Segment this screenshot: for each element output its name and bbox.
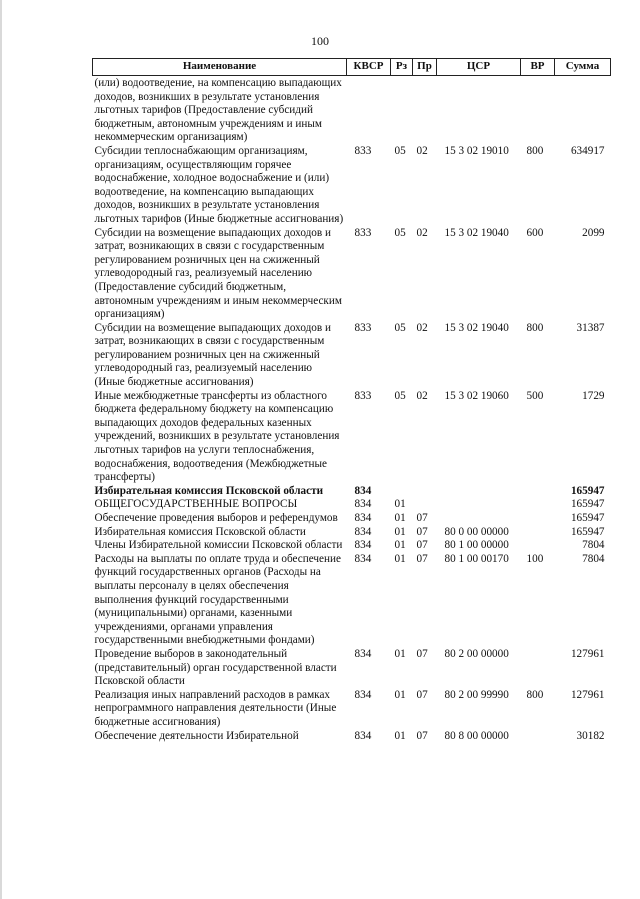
cell-name: Обеспечение проведения выборов и референдумов <box>94 512 338 524</box>
cell-sum: 7804 <box>582 552 605 565</box>
cell-vr <box>521 648 555 689</box>
table-row <box>93 145 611 227</box>
cell-pr: 07 <box>416 647 428 660</box>
cell-rz: 01 <box>394 552 406 565</box>
cell-rz: 05 <box>394 144 406 157</box>
header-kvsr: КВСР <box>347 59 391 76</box>
cell-rz <box>391 485 413 499</box>
cell-pr: 07 <box>416 525 428 538</box>
cell-pr: 02 <box>416 226 428 239</box>
scan-edge <box>0 0 2 899</box>
cell-name: Субсидии на возмещение выпадающих доходов и затрат, возникающих в связи с государственным регулированием розничных цен на сжиженный углеводородный газ, реализуемый населению (Предоставление субсидий бюджетным, автономным учреждениям и иным некоммерческим организациям) <box>94 226 342 321</box>
cell-csr: 80 0 00 00000 <box>444 525 509 538</box>
cell-rz: 01 <box>394 498 406 511</box>
cell-rz: 05 <box>394 321 406 334</box>
cell-vr <box>521 526 555 540</box>
cell-sum: 127961 <box>570 647 605 660</box>
cell-pr: 07 <box>416 688 428 701</box>
cell-sum: 165947 <box>570 525 605 538</box>
table-row <box>93 227 611 322</box>
header-csr: ЦСР <box>437 59 521 76</box>
cell-vr <box>521 485 555 499</box>
cell-sum: 165947 <box>570 512 605 524</box>
cell-csr: 80 2 00 00000 <box>444 647 509 660</box>
table-row <box>93 526 611 540</box>
page-number: 100 <box>311 34 329 48</box>
cell-rz: 01 <box>394 688 406 701</box>
cell-pr: 02 <box>416 144 428 157</box>
cell-name: Избирательная комиссия Псковской области <box>94 484 324 497</box>
cell-kvsr: 833 <box>354 226 372 239</box>
table-row <box>93 730 611 744</box>
cell-sum: 31387 <box>576 321 605 334</box>
cell-kvsr: 834 <box>354 647 372 660</box>
cell-rz: 01 <box>394 512 406 524</box>
table-row <box>93 689 611 730</box>
header-pr: Пр <box>413 59 437 76</box>
cell-kvsr: 834 <box>354 512 372 524</box>
table-row <box>93 648 611 689</box>
cell-sum: 165947 <box>570 498 605 511</box>
cell-kvsr: 833 <box>354 144 372 157</box>
cell-kvsr <box>347 76 391 145</box>
cell-rz: 05 <box>394 226 406 239</box>
cell-vr <box>521 539 555 553</box>
cell-csr <box>437 512 521 526</box>
cell-pr: 07 <box>416 539 428 552</box>
cell-csr: 15 3 02 19040 <box>444 321 509 334</box>
table-row <box>93 498 611 512</box>
cell-vr: 800 <box>526 321 544 334</box>
cell-name: ОБЩЕГОСУДАРСТВЕННЫЕ ВОПРОСЫ <box>94 498 298 511</box>
cell-sum <box>555 76 611 145</box>
cell-vr <box>521 76 555 145</box>
header-rz: Рз <box>391 59 413 76</box>
cell-sum: 1729 <box>582 389 605 402</box>
cell-csr: 80 2 00 99990 <box>444 688 509 701</box>
cell-rz: 01 <box>394 525 406 538</box>
cell-rz: 01 <box>394 647 406 660</box>
cell-kvsr: 834 <box>354 688 372 701</box>
cell-vr: 800 <box>526 144 544 157</box>
cell-csr: 15 3 02 19060 <box>444 389 509 402</box>
cell-kvsr: 834 <box>354 539 372 552</box>
cell-name: Субсидии теплоснабжающим организациям, организациям, осуществляющим горячее водоснабжение, холодное водоснабжение и (или) водоотведение, на компенсацию выпадающих доходов, возникших в результате установления льготных тарифов (Иные бюджетные ассигнования) <box>94 144 344 225</box>
cell-csr: 80 8 00 00000 <box>444 729 509 742</box>
cell-csr: 80 1 00 00000 <box>444 539 509 552</box>
cell-kvsr: 834 <box>354 498 372 511</box>
cell-csr: 80 1 00 00170 <box>444 552 509 565</box>
cell-name: Субсидии на возмещение выпадающих доходов и затрат, возникающих в связи с государственным регулированием розничных цен на сжиженный углеводородный газ, реализуемый населению (Иные бюджетные ассигнования) <box>94 321 331 389</box>
cell-vr <box>521 512 555 526</box>
cell-kvsr: 833 <box>354 389 372 402</box>
cell-csr <box>437 485 521 499</box>
cell-csr <box>437 76 521 145</box>
cell-sum: 165947 <box>570 484 605 497</box>
budget-table <box>92 58 611 743</box>
cell-pr <box>413 76 437 145</box>
cell-kvsr: 834 <box>354 525 372 538</box>
cell-kvsr: 833 <box>354 321 372 334</box>
cell-kvsr: 834 <box>354 552 372 565</box>
cell-pr <box>413 498 437 512</box>
table-row <box>93 322 611 390</box>
cell-vr: 500 <box>526 389 544 402</box>
cell-vr: 600 <box>526 226 544 239</box>
cell-csr: 15 3 02 19010 <box>444 144 509 157</box>
cell-pr <box>413 485 437 499</box>
cell-name: (или) водоотведение, на компенсацию выпадающих доходов, возникших в результате установления льготных тарифов (Предоставление субсидий бюджетным, автономным учреждениям и иным некоммерческим организациям) <box>94 77 342 144</box>
cell-kvsr: 834 <box>354 484 372 497</box>
cell-vr <box>521 730 555 744</box>
cell-rz: 05 <box>394 389 406 402</box>
cell-name: Члены Избирательной комиссии Псковской области <box>94 539 343 552</box>
table-row <box>93 539 611 553</box>
cell-pr: 02 <box>416 321 428 334</box>
cell-name: Проведение выборов в законодательный (представительный) орган государственной власти Псковской области <box>94 647 337 688</box>
cell-vr <box>521 498 555 512</box>
cell-name: Реализация иных направлений расходов в рамках непрограммного направления деятельности (Иные бюджетные ассигнования) <box>94 688 337 728</box>
cell-rz: 01 <box>394 729 406 742</box>
cell-vr: 100 <box>526 552 544 565</box>
header-name: Наименование <box>93 59 347 76</box>
table-row <box>93 390 611 485</box>
header-sum: Сумма <box>555 59 611 76</box>
cell-sum: 127961 <box>570 688 605 701</box>
cell-rz: 01 <box>394 539 406 552</box>
table-row <box>93 512 611 526</box>
cell-sum: 634917 <box>570 144 605 157</box>
table-header-row <box>93 59 611 76</box>
cell-pr: 07 <box>416 512 428 524</box>
cell-sum: 30182 <box>576 729 605 742</box>
cell-name: Обеспечение деятельности Избирательной <box>94 729 299 742</box>
cell-csr: 15 3 02 19040 <box>444 226 509 239</box>
header-vr: ВР <box>521 59 555 76</box>
cell-name: Иные межбюджетные трансферты из областного бюджета федеральному бюджету на компенсацию выпадающих доходов федеральных казенных учреждений, возникших в результате установления льготных тарифов на услуги теплоснабжения, водоснабжения, водоотведения (Межбюджетные трансферты) <box>94 389 340 484</box>
cell-sum: 7804 <box>582 539 605 552</box>
cell-name: Избирательная комиссия Псковской области <box>94 525 306 538</box>
table-row <box>93 553 611 648</box>
cell-csr <box>437 498 521 512</box>
cell-rz <box>391 76 413 145</box>
cell-kvsr: 834 <box>354 729 372 742</box>
cell-pr: 02 <box>416 389 428 402</box>
table-row <box>93 485 611 499</box>
table-row <box>93 76 611 145</box>
cell-sum: 2099 <box>582 226 605 239</box>
cell-name: Расходы на выплаты по оплате труда и обеспечение функций государственных органов (Расходы на выплаты персоналу в целях обеспечения выполнения функций государственными (муниципальными) органами, казенными учреждениями, органами управления государственными внебюджетными фондами) <box>94 552 341 647</box>
cell-pr: 07 <box>416 552 428 565</box>
cell-pr: 07 <box>416 729 428 742</box>
table-body <box>93 76 611 744</box>
cell-vr: 800 <box>526 688 544 701</box>
